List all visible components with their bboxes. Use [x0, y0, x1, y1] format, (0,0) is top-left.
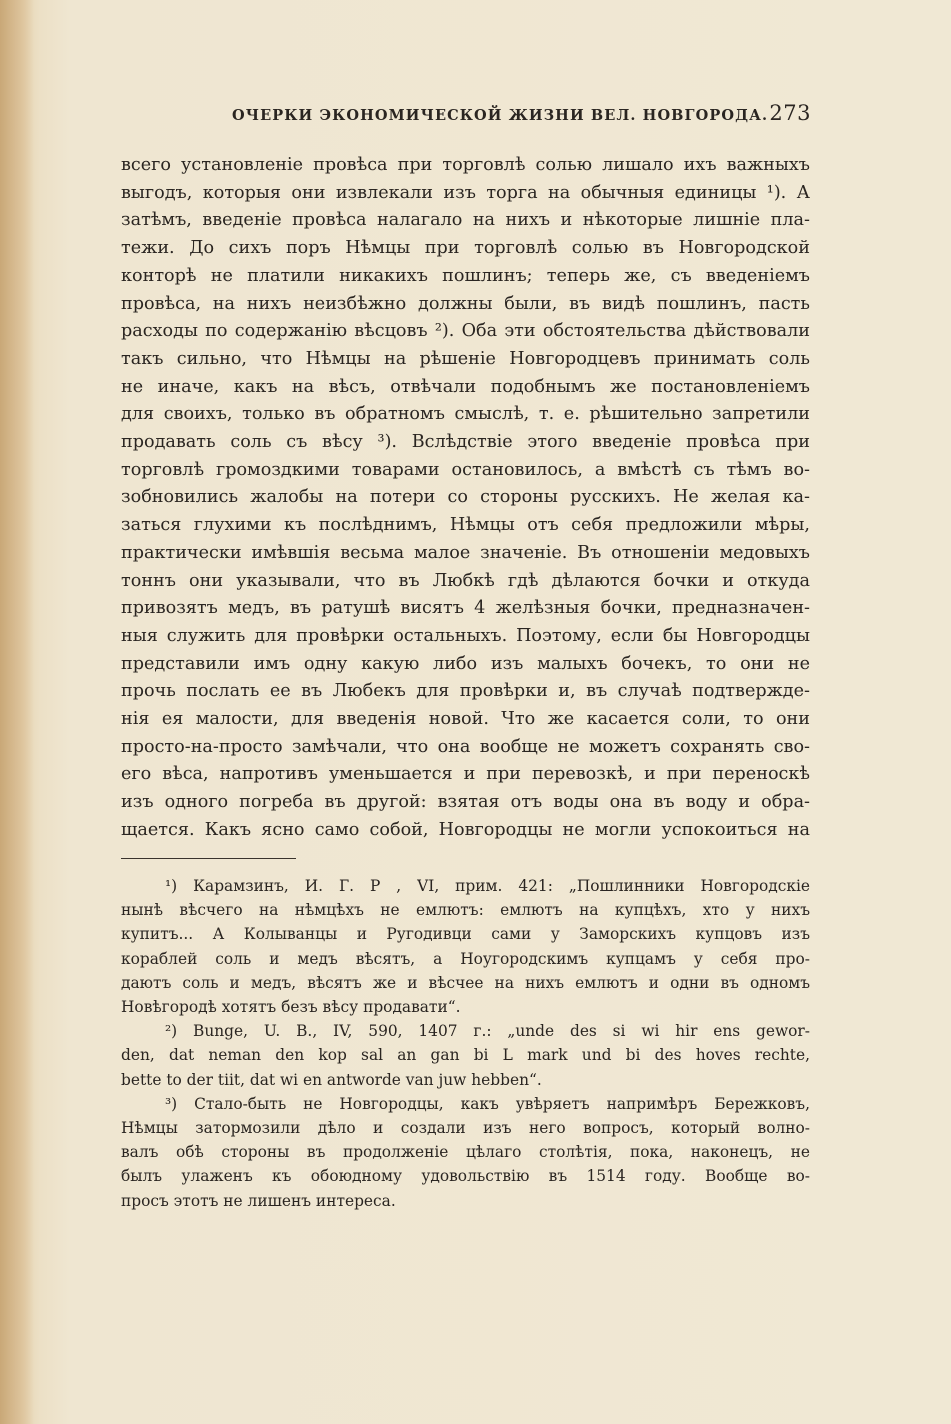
footnote-line: валъ обѣ стороны въ продолженіе цѣлаго столѣтія, пока, наконецъ, не	[121, 1143, 810, 1162]
text-line: провѣса, на нихъ неизбѣжно должны были, въ видѣ пошлинъ, пасть	[121, 293, 810, 314]
footnote-line: просъ этотъ не лишенъ интереса.	[121, 1191, 396, 1210]
text-line: изъ одного погреба въ другой: взятая отъ воды она въ воду и обра-	[121, 792, 810, 813]
text-line: зобновились жалобы на потери со стороны русскихъ. Не желая ка-	[121, 487, 810, 508]
footnote-line: купитъ... А Колыванцы и Ругодивци сами у Заморскихъ купцовъ изъ	[121, 925, 810, 944]
text-line: щается. Какъ ясно само собой, Новгородцы не могли успокоиться на	[121, 819, 810, 840]
footnote-1	[121, 874, 810, 1019]
page-header	[120, 101, 811, 131]
footnote-line: былъ улаженъ къ обоюдному удовольствію въ 1514 году. Вообще во-	[121, 1167, 810, 1186]
text-line: не иначе, какъ на вѣсъ, отвѣчали подобнымъ же постановленіемъ	[121, 376, 810, 397]
footnote-line: нынѣ вѣсчего на нѣмцѣхъ не емлютъ: емлютъ на купцѣхъ, хто у нихъ	[121, 901, 810, 920]
footnote-line: Новѣгородѣ хотятъ безъ вѣсу продавати“.	[121, 998, 461, 1017]
footnote-line: bette to der tiit, dat wi en antworde van juw hebben“.	[121, 1070, 542, 1089]
text-line: тоннъ они указывали, что въ Любкѣ гдѣ дѣлаются бочки и откуда	[121, 570, 810, 591]
page-binding-edge	[0, 0, 34, 1424]
text-line: конторѣ не платили никакихъ пошлинъ; теперь же, съ введеніемъ	[121, 265, 810, 286]
footnote-divider	[121, 858, 296, 859]
text-line: представили имъ одну какую либо изъ малыхъ бочекъ, то они не	[121, 653, 810, 674]
text-line: привозятъ медъ, въ ратушѣ висятъ 4 желѣзныя бочки, предназначен-	[121, 598, 810, 619]
text-line: практически имѣвшія весьма малое значеніе. Въ отношеніи медовыхъ	[121, 542, 810, 563]
footnote-2	[121, 1019, 810, 1092]
text-line: такъ сильно, что Нѣмцы на рѣшеніе Новгородцевъ принимать соль	[121, 348, 810, 369]
footnote-line: Нѣмцы затормозили дѣло и создали изъ него вопросъ, который волно-	[121, 1119, 810, 1138]
running-title: ОЧЕРКИ ЭКОНОМИЧЕСКОЙ ЖИЗНИ ВЕЛ. НОВГОРОДА.	[232, 107, 769, 124]
footnote-line: ¹) Карамзинъ, И. Г. Р , VI, прим. 421: „Пошлинники Новгородскіе	[165, 877, 810, 895]
footnotes	[121, 874, 810, 1213]
text-line: прочь послать ее въ Любекъ для провѣрки и, въ случаѣ подтвержде-	[121, 681, 810, 702]
main-text	[121, 152, 810, 845]
text-line: его вѣса, напротивъ уменьшается и при перевозкѣ, и при переноскѣ	[121, 764, 810, 785]
page-number: 273	[769, 101, 811, 125]
footnote-line: даютъ соль и медъ, вѣсятъ же и вѣсчее на нихъ емлютъ и одни въ одномъ	[121, 973, 810, 992]
footnote-line: кораблей соль и медъ вѣсятъ, а Ноугородскимъ купцамъ у себя про-	[121, 949, 810, 968]
text-line: нія ея малости, для введенія новой. Что же касается соли, то они	[121, 709, 810, 730]
footnote-3	[121, 1092, 810, 1213]
footnote-line: ²) Bunge, U. B., IV, 590, 1407 г.: „unde des si wi hir ens gewor-	[165, 1022, 810, 1041]
text-line: для своихъ, только въ обратномъ смыслѣ, т. е. рѣшительно запретили	[121, 404, 810, 425]
text-line: тежи. До сихъ поръ Нѣмцы при торговлѣ солью въ Новгородской	[121, 238, 810, 259]
text-line: затѣмъ, введеніе провѣса налагало на нихъ и нѣкоторые лишніе пла-	[121, 210, 810, 231]
text-line: продавать соль съ вѣсу ³). Вслѣдствіе этого введеніе провѣса при	[121, 432, 810, 453]
footnote-line: den, dat neman den kop sal an gan bi L mark und bi des hoves rechte,	[121, 1046, 810, 1065]
text-line: всего установленіе провѣса при торговлѣ солью лишало ихъ важныхъ	[121, 155, 810, 175]
text-line: заться глухими къ послѣднимъ, Нѣмцы отъ себя предложили мѣры,	[121, 515, 810, 536]
footnote-line: ³) Стало-быть не Новгородцы, какъ увѣряетъ напримѣръ Бережковъ,	[165, 1094, 810, 1113]
text-line: просто-на-просто замѣчали, что она вообще не можетъ сохранять сво-	[121, 736, 810, 757]
text-line: выгодъ, которыя они извлекали изъ торга на обычныя единицы ¹). А	[121, 182, 810, 203]
text-line: расходы по содержанію вѣсцовъ ²). Оба эти обстоятельства дѣйствовали	[121, 321, 810, 342]
text-line: торговлѣ громоздкими товарами остановилось, а вмѣстѣ съ тѣмъ во-	[121, 459, 810, 480]
text-line: ныя служить для провѣрки остальныхъ. Поэтому, если бы Новгородцы	[121, 625, 810, 646]
